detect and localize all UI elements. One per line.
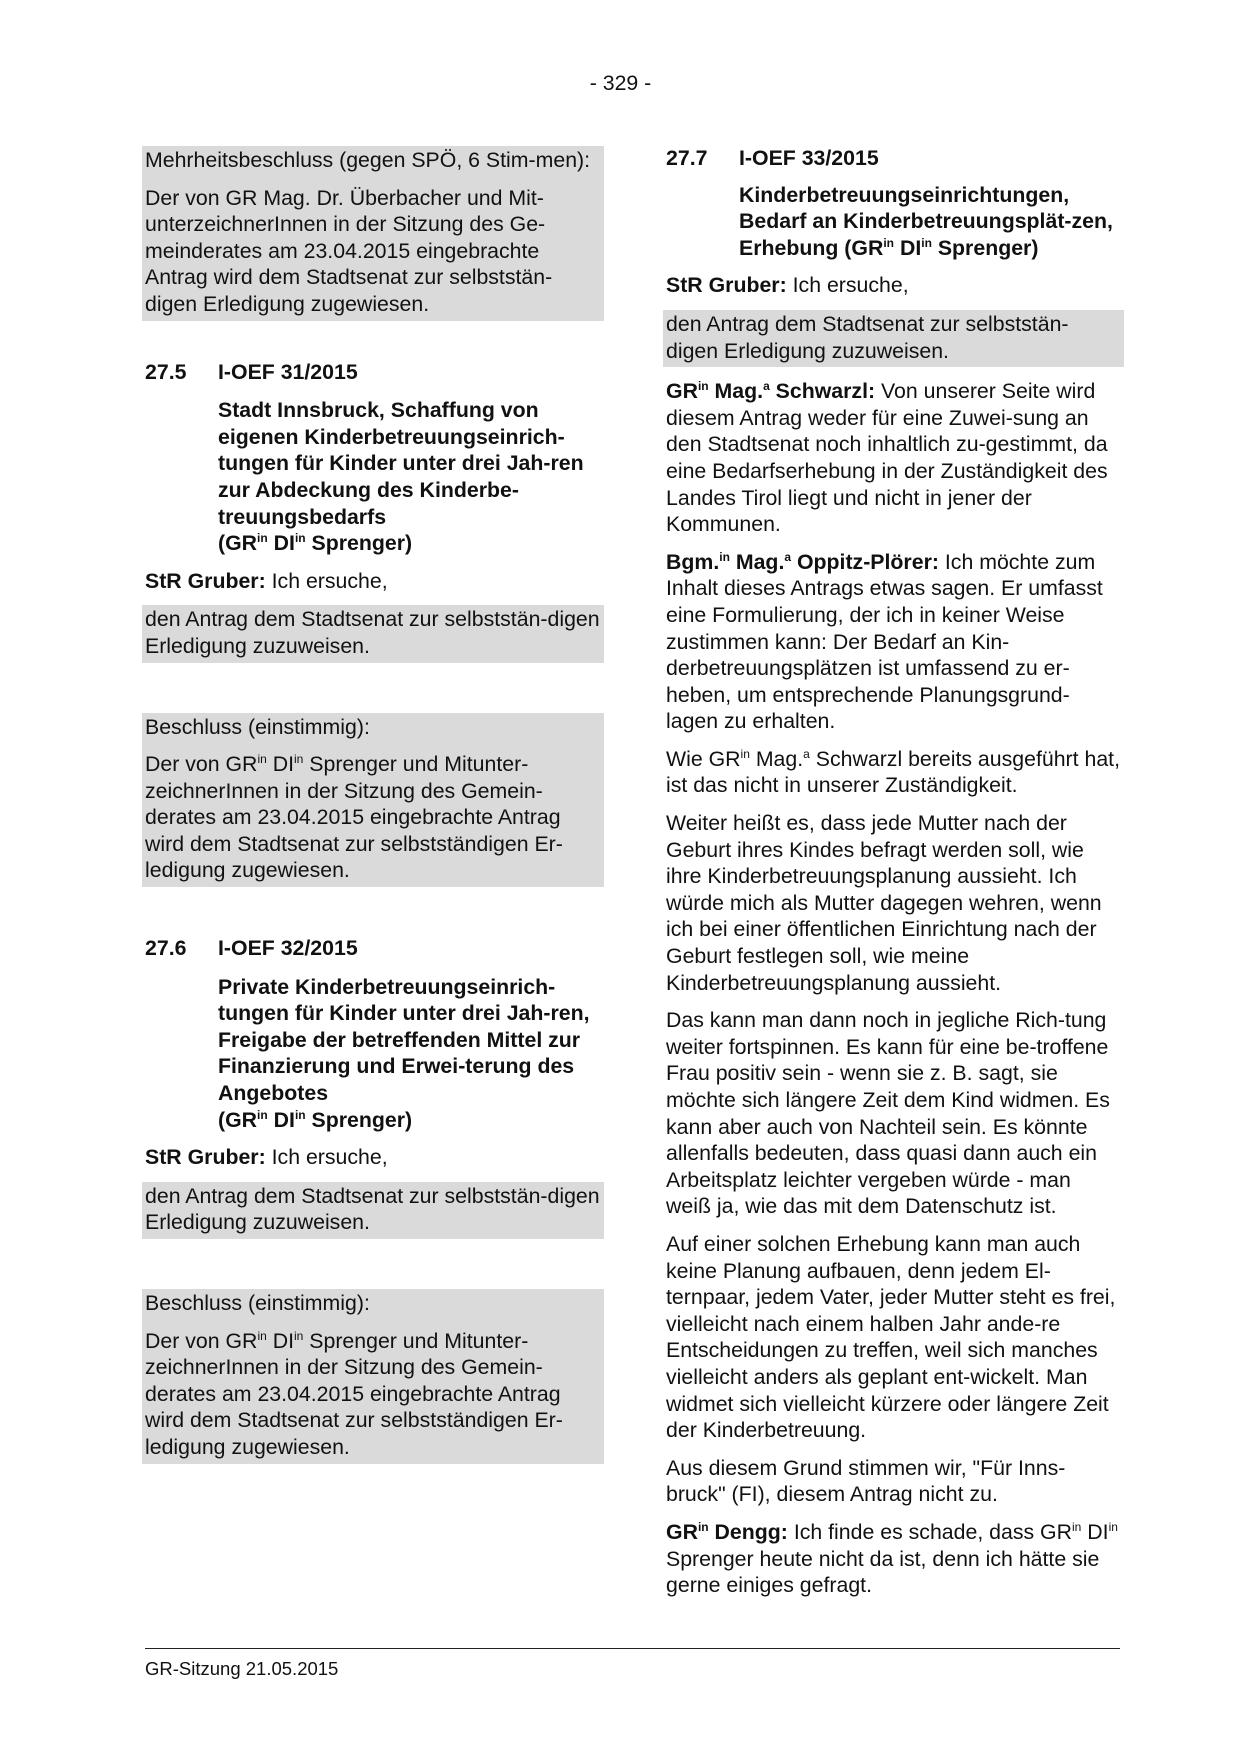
item-number: 27.6 xyxy=(145,936,187,961)
motion-box xyxy=(663,310,1124,367)
item-code: I-OEF 32/2015 xyxy=(218,936,358,961)
speaker-name: $GR^{in}$ Mag.$^a$ Schwarzl: xyxy=(666,379,876,404)
item-title-block xyxy=(218,974,600,1134)
item-title: Private Kinderbetreuungseinrich-tungen für Kinder unter drei Jah-ren, Freigabe der betreffenden Mittel zur Finanzierung und Erwei-terung des Angebotes xyxy=(218,974,590,1106)
speaker-name: StR Gruber: xyxy=(666,273,787,298)
paragraph: Aus diesem Grund stimmen wir, "Für Inns-bruck" (FI), diesem Antrag nicht zu. xyxy=(666,1455,1066,1507)
speaker-name: $GR^{in}$ Dengg: xyxy=(666,1519,788,1544)
decision-box-top xyxy=(142,146,604,321)
item-title: Stadt Innsbruck, Schaffung von eigenen Kinderbetreuungseinrich-tungen für Kinder unter drei Jah-ren zur Abdeckung des Kinderbe-treuungsbedarfs xyxy=(218,398,584,529)
speech-schwarzl: $GR^{in}$ Mag.$^a$ Schwarzl: Von unserer Seite wird diesem Antrag weder für eine Zuwei-sung an den Stadtsenat noch inhaltlich zu-gestimmt, da eine Bedarfserhebung in der Zuständigkeit des Landes Tirol liegt und nicht in jener der Kommunen. xyxy=(666,379,1108,537)
item-heading xyxy=(145,935,600,962)
item-author: ($GR^{in}$ $DI^{in}$ Sprenger) xyxy=(218,531,413,556)
item-number: 27.7 xyxy=(666,146,708,170)
speaker-line: StR Gruber: Ich ersuche, xyxy=(145,568,388,593)
decision-box xyxy=(142,713,604,888)
speaker-line: StR Gruber: Ich ersuche, xyxy=(145,1145,388,1170)
motion-box xyxy=(142,1182,604,1239)
item-code: I-OEF 33/2015 xyxy=(739,146,879,170)
left-column xyxy=(145,146,600,1464)
right-column xyxy=(666,145,1120,1599)
decision-label: Mehrheitsbeschluss (gegen SPÖ, 6 Stim-men): xyxy=(145,148,591,172)
item-heading xyxy=(145,359,600,386)
decision-box xyxy=(142,1289,604,1464)
item-author: ($GR^{in}$ $DI^{in}$ Sprenger) xyxy=(218,1107,413,1132)
motion-text: den Antrag dem Stadtsenat zur selbststän-digen Erledigung zuzuweisen. xyxy=(145,1183,600,1235)
speaker-name: Bgm.$^{in}$ Mag.$^a$ Oppitz-Plörer: xyxy=(666,549,939,574)
decision-label: Beschluss (einstimmig): xyxy=(145,1291,370,1315)
page-number: - 329 - xyxy=(589,71,652,95)
decision-text: Der von $GR^{in}$ $DI^{in}$ Sprenger und Mitunter-zeichnerInnen in der Sitzung des Gemein-derates am 23.04.2015 eingebrachte Antrag wird dem Stadtsenat zur selbstständigen Er-ledigung zugewiesen. xyxy=(145,752,563,883)
decision-text: Der von GR Mag. Dr. Überbacher und Mit-unterzeichnerInnen in der Sitzung des Ge-meinderates am 23.04.2015 eingebrachte Antrag wird dem Stadtsenat zur selbststän-digen Erledigung zugewiesen. xyxy=(145,185,553,316)
agenda-item-27-6 xyxy=(145,935,600,1464)
footer-divider xyxy=(145,1648,1120,1649)
decision-text: Der von $GR^{in}$ $DI^{in}$ Sprenger und Mitunter-zeichnerInnen in der Sitzung des Gemein-derates am 23.04.2015 eingebrachte Antrag wird dem Stadtsenat zur selbstständigen Er-ledigung zugewiesen. xyxy=(145,1328,563,1459)
paragraph: Wie $GR^{in}$ Mag.$^a$ Schwarzl bereits ausgeführt hat, ist das nicht in unserer Zuständigkeit. xyxy=(666,746,1121,798)
speech-dengg: $GR^{in}$ Dengg: Ich finde es schade, dass $GR^{in}$ $DI^{in}$ Sprenger heute nicht da ist, denn ich hätte sie gerne einiges gefragt. xyxy=(666,1519,1118,1598)
decision-label: Beschluss (einstimmig): xyxy=(145,714,370,739)
paragraph: Weiter heißt es, dass jede Mutter nach der Geburt ihres Kindes befragt werden soll, wie ihre Kinderbetreuungsplanung aussieht. Ich würde mich als Mutter dagegen wehren, wenn ich bei einer öffentlichen Einrichtung nach der Geburt festlegen soll, wie meine Kinderbetreuungsplanung aussieht. xyxy=(666,811,1102,995)
agenda-item-27-7 xyxy=(666,145,1120,367)
speaker-name: StR Gruber: xyxy=(145,568,266,593)
motion-box xyxy=(142,605,604,662)
footer: GR-Sitzung 21.05.2015 xyxy=(145,1658,339,1679)
item-title-block xyxy=(218,397,600,557)
item-title-block xyxy=(739,182,1120,262)
motion-text: den Antrag dem Stadtsenat zur selbststän-digen Erledigung zuzuweisen. xyxy=(666,311,1069,363)
speech-oppitz-ploerer: Bgm.$^{in}$ Mag.$^a$ Oppitz-Plörer: Ich möchte zum Inhalt dieses Antrags etwas sagen. Er umfasst eine Formulierung, der ich in keiner Weise zustimmen kann: Der Bedarf an Kin-derbetreuungsplätzen ist umfassend zu er-heben, um entsprechende Planungsgrund-lagen zu erhalten. xyxy=(666,549,1103,734)
item-title: Kinderbetreuungseinrichtungen, Bedarf an Kinderbetreuungsplät-zen, Erhebung ($GR^{in}$ $DI^{in}$ Sprenger) xyxy=(739,182,1113,260)
speaker-line: StR Gruber: Ich ersuche, xyxy=(666,273,909,298)
motion-text: den Antrag dem Stadtsenat zur selbststän-digen Erledigung zuzuweisen. xyxy=(145,607,600,658)
speaker-name: StR Gruber: xyxy=(145,1145,266,1170)
item-heading xyxy=(666,145,1120,172)
item-number: 27.5 xyxy=(145,359,187,384)
paragraph: Das kann man dann noch in jegliche Rich-tung weiter fortspinnen. Es kann für eine be-troffene Frau positiv sein - wenn sie z. B. sagt, sie möchte sich längere Zeit dem Kind widmen. Es kann aber auch von Nachteil sein. Es könnte allenfalls bedeuten, dass quasi dann auch ein Arbeitsplatz leichter vergeben würde - man weiß ja, wie das mit dem Datenschutz ist. xyxy=(666,1008,1110,1219)
agenda-item-27-5 xyxy=(145,359,600,888)
paragraph: Auf einer solchen Erhebung kann man auch keine Planung aufbauen, denn jedem El-ternpaar, jedem Vater, jeder Mutter steht es frei, vielleicht nach einem halben Jahr ande-re Entscheidungen zu treffen, weil sich manches vielleicht anders als geplant ent-wickelt. Man widmet sich vielleicht kürzere oder längere Zeit der Kinderbetreuung. xyxy=(666,1231,1116,1443)
item-code: I-OEF 31/2015 xyxy=(218,359,358,384)
